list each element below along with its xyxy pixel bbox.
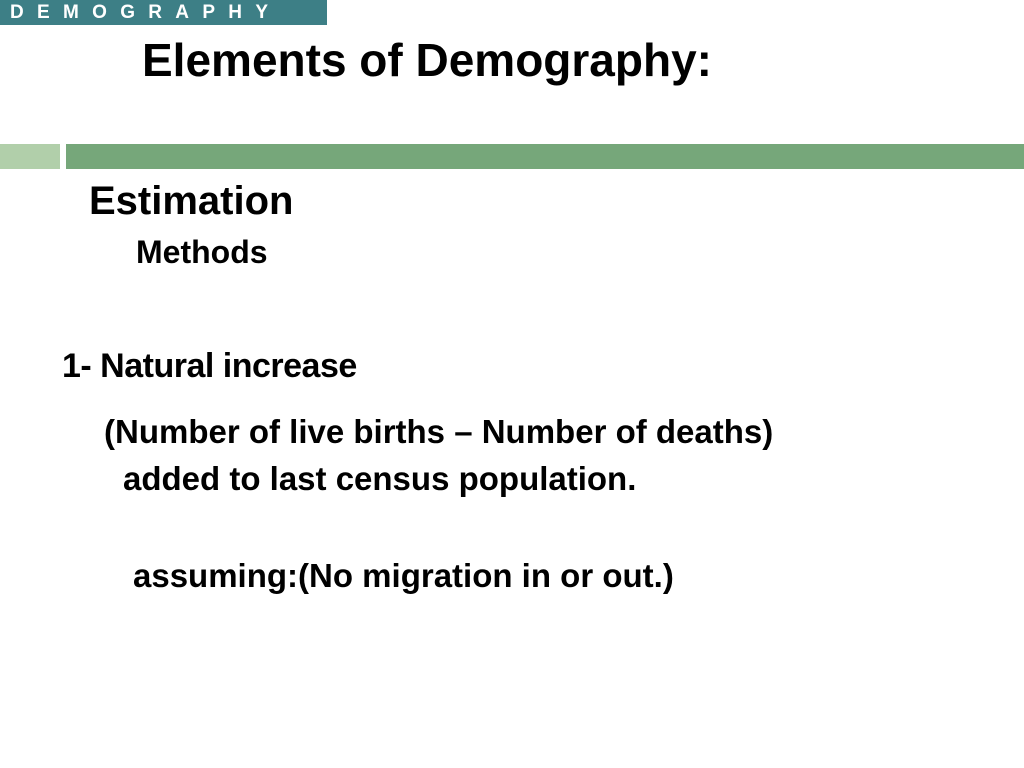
method-assumption-line: assuming:(No migration in or out.) bbox=[133, 557, 674, 594]
method-title: 1- Natural increase bbox=[62, 347, 357, 385]
section-heading: Estimation bbox=[89, 179, 294, 223]
slide-title: Elements of Demography: bbox=[142, 34, 712, 86]
section-tag: DEMOGRAPHY bbox=[0, 0, 327, 25]
section-subheading: Methods bbox=[136, 234, 268, 270]
accent-bar-left bbox=[0, 144, 60, 169]
method-formula-line: (Number of live births – Number of deaths) bbox=[104, 413, 774, 450]
method-description-line: added to last census population. bbox=[123, 460, 637, 497]
accent-bar-main bbox=[66, 144, 1024, 169]
